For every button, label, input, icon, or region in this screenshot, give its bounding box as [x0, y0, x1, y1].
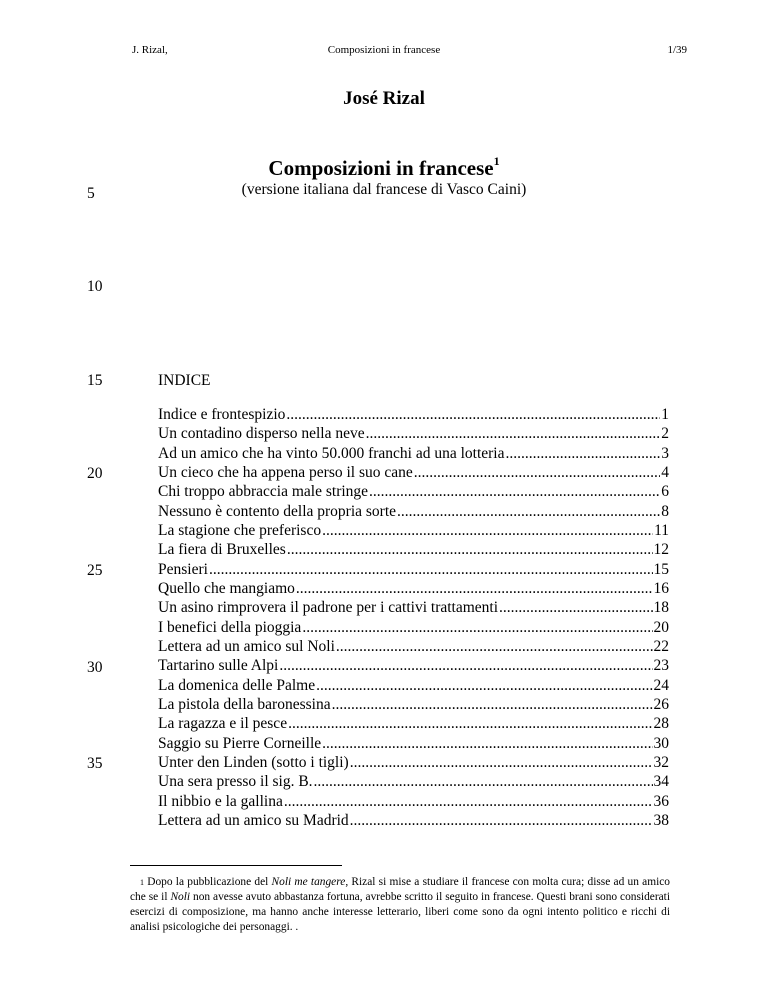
- toc-entry-page: 26: [653, 695, 669, 713]
- toc-leader-dots: [366, 424, 661, 443]
- toc-entry: [158, 734, 669, 753]
- toc-entry-title: La fiera di Bruxelles: [158, 541, 286, 559]
- toc-entry-title: Pensieri: [158, 560, 208, 578]
- toc-entry-page: 6: [661, 483, 669, 501]
- toc-entry: [158, 521, 669, 540]
- toc-leader-dots: [336, 637, 653, 656]
- toc-leader-dots: [288, 714, 652, 733]
- toc-leader-dots: [286, 405, 660, 424]
- toc-entry-page: 22: [653, 637, 669, 655]
- toc-leader-dots: [499, 598, 652, 617]
- toc-entry: [158, 753, 669, 772]
- toc-entry-title: Saggio su Pierre Corneille: [158, 734, 322, 752]
- toc-entry-title: Un contadino disperso nella neve: [158, 425, 365, 443]
- toc-entry-title: Ad un amico che ha vinto 50.000 franchi ad una lotteria: [158, 444, 505, 462]
- toc-leader-dots: [287, 540, 653, 559]
- line-number: 10: [87, 278, 103, 295]
- toc-entry-title: Tartarino sulle Alpi: [158, 657, 279, 675]
- toc-entry-title: Chi troppo abbraccia male stringe: [158, 483, 369, 501]
- toc-entry-page: 16: [653, 579, 669, 597]
- header-title: Composizioni in francese: [327, 44, 441, 56]
- toc-entry-title: La ragazza e il pesce: [158, 715, 288, 733]
- toc-leader-dots: [316, 676, 652, 695]
- toc-entry-page: 32: [653, 753, 669, 771]
- toc-entry-title: La domenica delle Palme: [158, 676, 316, 694]
- footnote-italic-short-title: Noli: [170, 891, 191, 903]
- toc-entry: [158, 405, 669, 424]
- toc-entry: [158, 598, 669, 617]
- footnote-text: non avesse avuto abbastanza fortuna, avrebbe scritto il seguito in francese. Questi brani sono considerati esercizi di composizione, ma hanno anche interesse letterario, liberi come sono da ogni intento politico e ricchi di analisi psicologiche dei personaggi. .: [130, 891, 671, 933]
- toc-entry-page: 8: [661, 502, 669, 520]
- toc-entry-page: 36: [653, 792, 669, 810]
- line-number: 35: [87, 755, 103, 772]
- footnote-text: , Rizal si mise a studiare il francese con molta cura; disse ad un amico che se il: [130, 876, 670, 903]
- toc-entry-page: 15: [653, 560, 669, 578]
- toc-entry: [158, 656, 669, 675]
- toc-entry-page: 1: [661, 406, 669, 423]
- toc-leader-dots: [332, 695, 653, 714]
- document-subtitle: (versione italiana dal francese di Vasco Caini): [241, 181, 527, 198]
- toc-entry: [158, 560, 669, 579]
- toc-leader-dots: [314, 772, 653, 791]
- toc-entry-title: Un cieco che ha appena perso il suo cane: [158, 463, 413, 481]
- footnote: [130, 875, 670, 935]
- header-author: J. Rizal,: [132, 44, 168, 56]
- page-number: 1/39: [667, 44, 687, 56]
- footnote-ref: 1: [493, 154, 500, 168]
- toc-entry-page: 11: [654, 521, 669, 539]
- toc-entry-title: I benefici della pioggia: [158, 618, 302, 636]
- toc-entry-title: Una sera presso il sig. B.: [158, 773, 313, 791]
- toc-entry-title: Quello che mangiamo: [158, 579, 295, 597]
- toc-entry-page: 18: [653, 599, 669, 617]
- toc-entry: [158, 792, 669, 811]
- index-heading: INDICE: [158, 372, 211, 389]
- toc-entry: [158, 502, 669, 521]
- toc-entry-page: 20: [653, 618, 669, 636]
- toc-entry-title: Indice e frontespizio: [158, 406, 286, 423]
- toc-entry-page: 34: [653, 773, 669, 791]
- toc-entry-page: 3: [661, 444, 669, 462]
- toc-entry-title: La pistola della baronessina: [158, 695, 331, 713]
- table-of-contents: [158, 405, 669, 830]
- toc-entry: [158, 695, 669, 714]
- toc-leader-dots: [209, 560, 653, 579]
- toc-entry: [158, 444, 669, 463]
- toc-entry-title: Lettera ad un amico sul Noli: [158, 637, 335, 655]
- footnote-italic-title: Noli me tangere: [271, 876, 346, 888]
- toc-leader-dots: [369, 482, 660, 501]
- toc-entry: [158, 618, 669, 637]
- author-name: José Rizal: [343, 88, 425, 109]
- toc-entry-page: 30: [653, 734, 669, 752]
- toc-entry-page: 4: [661, 463, 669, 481]
- footnote-separator: [130, 865, 342, 866]
- toc-entry-title: La stagione che preferisco: [158, 521, 322, 539]
- toc-entry: [158, 424, 669, 443]
- toc-entry-page: 38: [653, 811, 669, 829]
- toc-entry: [158, 637, 669, 656]
- footnote-text: Dopo la pubblicazione del: [144, 876, 272, 888]
- toc-entry: [158, 772, 669, 791]
- toc-entry-page: 24: [653, 676, 669, 694]
- toc-leader-dots: [284, 792, 653, 811]
- toc-entry-title: Lettera ad un amico su Madrid: [158, 811, 349, 829]
- toc-entry: [158, 540, 669, 559]
- toc-leader-dots: [322, 734, 652, 753]
- document-title-text: Composizioni in francese: [268, 156, 494, 180]
- toc-entry-title: Nessuno è contento della propria sorte: [158, 502, 397, 520]
- line-number: 25: [87, 562, 103, 579]
- toc-entry: [158, 482, 669, 501]
- toc-entry: [158, 811, 669, 830]
- toc-entry-title: Il nibbio e la gallina: [158, 792, 283, 810]
- line-number: 5: [87, 185, 95, 202]
- line-number: 15: [87, 372, 103, 389]
- toc-entry: [158, 676, 669, 695]
- toc-entry-title: Un asino rimprovera il padrone per i cattivi trattamenti: [158, 599, 499, 617]
- toc-leader-dots: [302, 618, 652, 637]
- toc-leader-dots: [397, 502, 660, 521]
- toc-leader-dots: [350, 811, 653, 830]
- line-number: 20: [87, 465, 103, 482]
- toc-entry-title: Unter den Linden (sotto i tigli): [158, 753, 349, 771]
- toc-leader-dots: [350, 753, 653, 772]
- toc-leader-dots: [322, 521, 653, 540]
- toc-entry: [158, 714, 669, 733]
- toc-leader-dots: [279, 656, 652, 675]
- toc-entry-page: 2: [661, 425, 669, 443]
- toc-leader-dots: [414, 463, 660, 482]
- footnote-marker: 1: [140, 878, 144, 887]
- toc-entry-page: 12: [653, 541, 669, 559]
- toc-entry-page: 23: [653, 657, 669, 675]
- toc-entry-page: 28: [653, 715, 669, 733]
- document-title: [0, 156, 768, 181]
- toc-entry: [158, 463, 669, 482]
- line-number: 30: [87, 659, 103, 676]
- toc-entry: [158, 579, 669, 598]
- toc-leader-dots: [296, 579, 653, 598]
- toc-leader-dots: [506, 444, 661, 463]
